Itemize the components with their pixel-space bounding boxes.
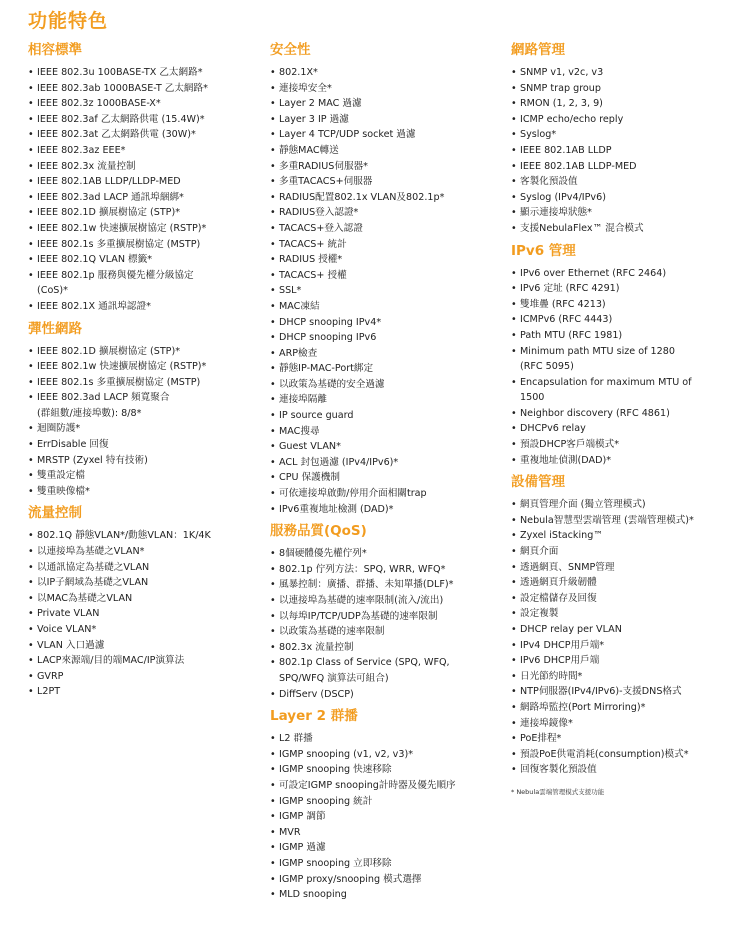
feature-section xyxy=(270,42,502,517)
feature-item: • 可設定IGMP snooping計時器及優先順序 xyxy=(270,778,502,794)
feature-item: • 以連接埠為基礎之VLAN* xyxy=(28,544,260,560)
feature-item: • RADIUS配置802.1x VLAN及802.1p* xyxy=(270,190,502,206)
feature-item: • IEEE 802.1s 多重擴展樹協定 (MSTP) xyxy=(28,375,260,391)
feature-item: • IEEE 802.3u 100BASE-TX 乙太網路* xyxy=(28,65,260,81)
feature-item: • IGMP snooping 快速移除 xyxy=(270,762,502,778)
feature-section xyxy=(28,321,260,500)
feature-item: • Layer 2 MAC 過濾 xyxy=(270,96,502,112)
section-title: 流量控制 xyxy=(28,505,82,522)
feature-item: • Layer 4 TCP/UDP socket 過濾 xyxy=(270,127,502,143)
feature-item: • MLD snooping xyxy=(270,887,502,903)
feature-item: • 以通訊協定為基礎之VLAN xyxy=(28,560,260,576)
section-title: 相容標準 xyxy=(28,42,82,58)
feature-item: • 靜態IP-MAC-Port綁定 xyxy=(270,361,502,377)
section-title: 服務品質(QoS) xyxy=(270,523,367,540)
feature-item: • IPv6 定址 (RFC 4291) xyxy=(511,281,743,297)
feature-item: • 以每埠IP/TCP/UDP為基礎的速率限制 xyxy=(270,609,502,625)
feature-item: • SNMP v1, v2c, v3 xyxy=(511,65,743,81)
feature-item: • MVR xyxy=(270,825,502,841)
feature-item: • 透過網頁升級韌體 xyxy=(511,575,743,591)
feature-item: • RADIUS登入認證* xyxy=(270,205,502,221)
feature-item: • IPv4 DHCP用戶端* xyxy=(511,638,743,654)
feature-item: • IEEE 802.1AB LLDP/LLDP-MED xyxy=(28,174,260,190)
column-1 xyxy=(28,42,260,706)
feature-item: • SSL* xyxy=(270,283,502,299)
feature-item: • IPv6重複地址檢測 (DAD)* xyxy=(270,502,502,518)
feature-item: • 連接埠鏡像* xyxy=(511,716,743,732)
feature-list xyxy=(511,65,743,237)
feature-list xyxy=(511,497,743,778)
feature-item: • 以MAC為基礎之VLAN xyxy=(28,591,260,607)
feature-item: • RADIUS 授權* xyxy=(270,252,502,268)
column-2 xyxy=(270,42,502,909)
feature-section xyxy=(28,505,260,700)
feature-item: • 設定檔儲存及回復 xyxy=(511,591,743,607)
feature-item: • IEEE 802.1X 通訊埠認證* xyxy=(28,299,260,315)
feature-item: • 雙重設定檔 xyxy=(28,468,260,484)
feature-item: • MAC凍結 xyxy=(270,299,502,315)
feature-item: • IGMP snooping 立即移除 xyxy=(270,856,502,872)
feature-item: • RMON (1, 2, 3, 9) xyxy=(511,96,743,112)
feature-item: • IEEE 802.3af 乙太網路供電 (15.4W)* xyxy=(28,112,260,128)
feature-item: • Private VLAN xyxy=(28,606,260,622)
feature-item: • TACACS+ 授權 xyxy=(270,268,502,284)
feature-item: • Syslog* xyxy=(511,127,743,143)
feature-item: • IEEE 802.1AB LLDP-MED xyxy=(511,159,743,175)
feature-item: • 網路埠監控(Port Mirroring)* xyxy=(511,700,743,716)
feature-list xyxy=(511,266,743,469)
feature-item: • DHCP relay per VLAN xyxy=(511,622,743,638)
feature-item: • IEEE 802.1p 服務與優先權分級協定 (CoS)* xyxy=(28,268,260,299)
feature-section xyxy=(511,243,743,469)
feature-item: • IGMP 調節 xyxy=(270,809,502,825)
section-title: 安全性 xyxy=(270,42,311,58)
section-title: Layer 2 群播 xyxy=(270,708,358,725)
feature-item: • SNMP trap group xyxy=(511,81,743,97)
feature-item: • 網頁管理介面 (獨立管理模式) xyxy=(511,497,743,513)
feature-item: • IEEE 802.3ab 1000BASE-T 乙太網路* xyxy=(28,81,260,97)
feature-item: • 雙重映像檔* xyxy=(28,484,260,500)
feature-item: • DHCP snooping IPv4* xyxy=(270,315,502,331)
feature-item: • IEEE 802.3x 流量控制 xyxy=(28,159,260,175)
feature-item: • IEEE 802.1Q VLAN 標籤* xyxy=(28,252,260,268)
feature-item: • ErrDisable 回復 xyxy=(28,437,260,453)
feature-item: • MAC搜尋 xyxy=(270,424,502,440)
feature-item: • ICMP echo/echo reply xyxy=(511,112,743,128)
page-title: 功能特色 xyxy=(28,10,109,32)
feature-item: • IPv6 DHCP用戶端 xyxy=(511,653,743,669)
feature-list xyxy=(28,344,260,500)
footnote: * Nebula雲端管理模式支援功能 xyxy=(511,787,605,796)
feature-item: • MRSTP (Zyxel 特有技術) xyxy=(28,453,260,469)
section-title: 設備管理 xyxy=(511,474,565,491)
feature-item: • IEEE 802.1AB LLDP xyxy=(511,143,743,159)
feature-item: • 以政策為基礎的速率限制 xyxy=(270,624,502,640)
feature-item: • 雙堆疊 (RFC 4213) xyxy=(511,297,743,313)
feature-item: • ICMPv6 (RFC 4443) xyxy=(511,312,743,328)
feature-item: • 透過網頁、SNMP管理 xyxy=(511,560,743,576)
feature-list xyxy=(28,65,260,315)
feature-section xyxy=(270,523,502,702)
feature-section xyxy=(28,42,260,315)
feature-item: • 日光節約時間* xyxy=(511,669,743,685)
feature-item: • Guest VLAN* xyxy=(270,439,502,455)
feature-item: • LACP來源端/目的端MAC/IP演算法 xyxy=(28,653,260,669)
feature-item: • 設定複製 xyxy=(511,606,743,622)
feature-item: • IGMP snooping (v1, v2, v3)* xyxy=(270,747,502,763)
feature-item: • ACL 封包過濾 (IPv4/IPv6)* xyxy=(270,455,502,471)
feature-item: • TACACS+ 統計 xyxy=(270,237,502,253)
feature-item: • CPU 保護機制 xyxy=(270,470,502,486)
feature-item: • 網頁介面 xyxy=(511,544,743,560)
feature-item: • 客製化預設值 xyxy=(511,174,743,190)
feature-item: • 以連接埠為基礎的速率限制(流入/流出) xyxy=(270,593,502,609)
feature-item: • Path MTU (RFC 1981) xyxy=(511,328,743,344)
feature-list xyxy=(270,731,502,903)
feature-item: • IEEE 802.3ad LACP 通訊埠綑綁* xyxy=(28,190,260,206)
feature-item: • 多重TACACS+伺服器 xyxy=(270,174,502,190)
feature-item: • 風暴控制：廣播、群播、未知單播(DLF)* xyxy=(270,577,502,593)
feature-item: • DHCPv6 relay xyxy=(511,421,743,437)
feature-item: • Zyxel iStacking™ xyxy=(511,528,743,544)
feature-item: • 迴圈防護* xyxy=(28,421,260,437)
feature-item: • 連接埠安全* xyxy=(270,81,502,97)
feature-item: • 以IP子網域為基礎之VLAN xyxy=(28,575,260,591)
feature-item: • 可依連接埠啟動/停用介面相關trap xyxy=(270,486,502,502)
feature-list xyxy=(270,546,502,702)
feature-section xyxy=(511,474,743,778)
feature-item: • 靜態MAC轉送 xyxy=(270,143,502,159)
feature-item: • 802.3x 流量控制 xyxy=(270,640,502,656)
feature-item: • IEEE 802.1D 擴展樹協定 (STP)* xyxy=(28,205,260,221)
feature-item: • 回復客製化預設值 xyxy=(511,762,743,778)
feature-item: • IEEE 802.1D 擴展樹協定 (STP)* xyxy=(28,344,260,360)
feature-item: • PoE排程* xyxy=(511,731,743,747)
feature-item: • DHCP snooping IPv6 xyxy=(270,330,502,346)
feature-item: • IGMP proxy/snooping 模式選擇 xyxy=(270,872,502,888)
feature-item: • VLAN 入口過濾 xyxy=(28,638,260,654)
feature-item: • 顯示連接埠狀態* xyxy=(511,205,743,221)
feature-item: • Voice VLAN* xyxy=(28,622,260,638)
feature-item: • IEEE 802.1w 快速擴展樹協定 (RSTP)* xyxy=(28,221,260,237)
feature-item: • Neighbor discovery (RFC 4861) xyxy=(511,406,743,422)
feature-item: • IP source guard xyxy=(270,408,502,424)
feature-item: • 預設DHCP客戶端模式* xyxy=(511,437,743,453)
feature-list xyxy=(270,65,502,517)
feature-item: • IEEE 802.3az EEE* xyxy=(28,143,260,159)
feature-item: • NTP伺服器(IPv4/IPv6)-支援DNS格式 xyxy=(511,684,743,700)
feature-item: • 重複地址偵測(DAD)* xyxy=(511,453,743,469)
feature-item: • IEEE 802.3at 乙太網路供電 (30W)* xyxy=(28,127,260,143)
feature-item: • Encapsulation for maximum MTU of 1500 xyxy=(511,375,743,406)
feature-item: • IPv6 over Ethernet (RFC 2464) xyxy=(511,266,743,282)
feature-item: • Syslog (IPv4/IPv6) xyxy=(511,190,743,206)
feature-item: • IEEE 802.1w 快速擴展樹協定 (RSTP)* xyxy=(28,359,260,375)
feature-section xyxy=(270,708,502,903)
feature-item: • 多重RADIUS伺服器* xyxy=(270,159,502,175)
feature-item: • GVRP xyxy=(28,669,260,685)
section-title: 彈性網路 xyxy=(28,320,82,337)
feature-item: • TACACS+登入認證 xyxy=(270,221,502,237)
feature-item: • 802.1X* xyxy=(270,65,502,81)
feature-item: • 8個硬體優先權佇列* xyxy=(270,546,502,562)
feature-item: • 支援NebulaFlex™ 混合模式 xyxy=(511,221,743,237)
feature-item: • 802.1p 佇列方法：SPQ, WRR, WFQ* xyxy=(270,562,502,578)
section-title: IPv6 管理 xyxy=(511,242,576,259)
feature-item: • 預設PoE供電消耗(consumption)模式* xyxy=(511,747,743,763)
feature-item: • IEEE 802.3z 1000BASE-X* xyxy=(28,96,260,112)
column-3 xyxy=(511,42,743,797)
feature-item: • DiffServ (DSCP) xyxy=(270,687,502,703)
feature-item: • IGMP 過濾 xyxy=(270,840,502,856)
feature-list xyxy=(28,528,260,700)
feature-item: • Layer 3 IP 過濾 xyxy=(270,112,502,128)
feature-item: • IEEE 802.3ad LACP 頻寬聚合 (群組數/連接埠數): 8/8* xyxy=(28,390,260,421)
feature-item: • IEEE 802.1s 多重擴展樹協定 (MSTP) xyxy=(28,237,260,253)
feature-item: • IGMP snooping 統計 xyxy=(270,794,502,810)
feature-item: • L2PT xyxy=(28,684,260,700)
feature-item: • ARP檢查 xyxy=(270,346,502,362)
feature-item: • Nebula智慧型雲端管理 (雲端管理模式)* xyxy=(511,513,743,529)
feature-item: • Minimum path MTU size of 1280 (RFC 5095) xyxy=(511,344,743,375)
feature-item: • 連接埠隔離 xyxy=(270,392,502,408)
feature-item: • 以政策為基礎的安全過濾 xyxy=(270,377,502,393)
feature-item: • 802.1Q 靜態VLAN*/動態VLAN：1K/4K xyxy=(28,528,260,544)
feature-section xyxy=(511,42,743,237)
feature-item: • 802.1p Class of Service (SPQ, WFQ, SPQ/WFQ 演算法可組合) xyxy=(270,655,502,686)
feature-item: • L2 群播 xyxy=(270,731,502,747)
section-title: 網路管理 xyxy=(511,42,565,58)
